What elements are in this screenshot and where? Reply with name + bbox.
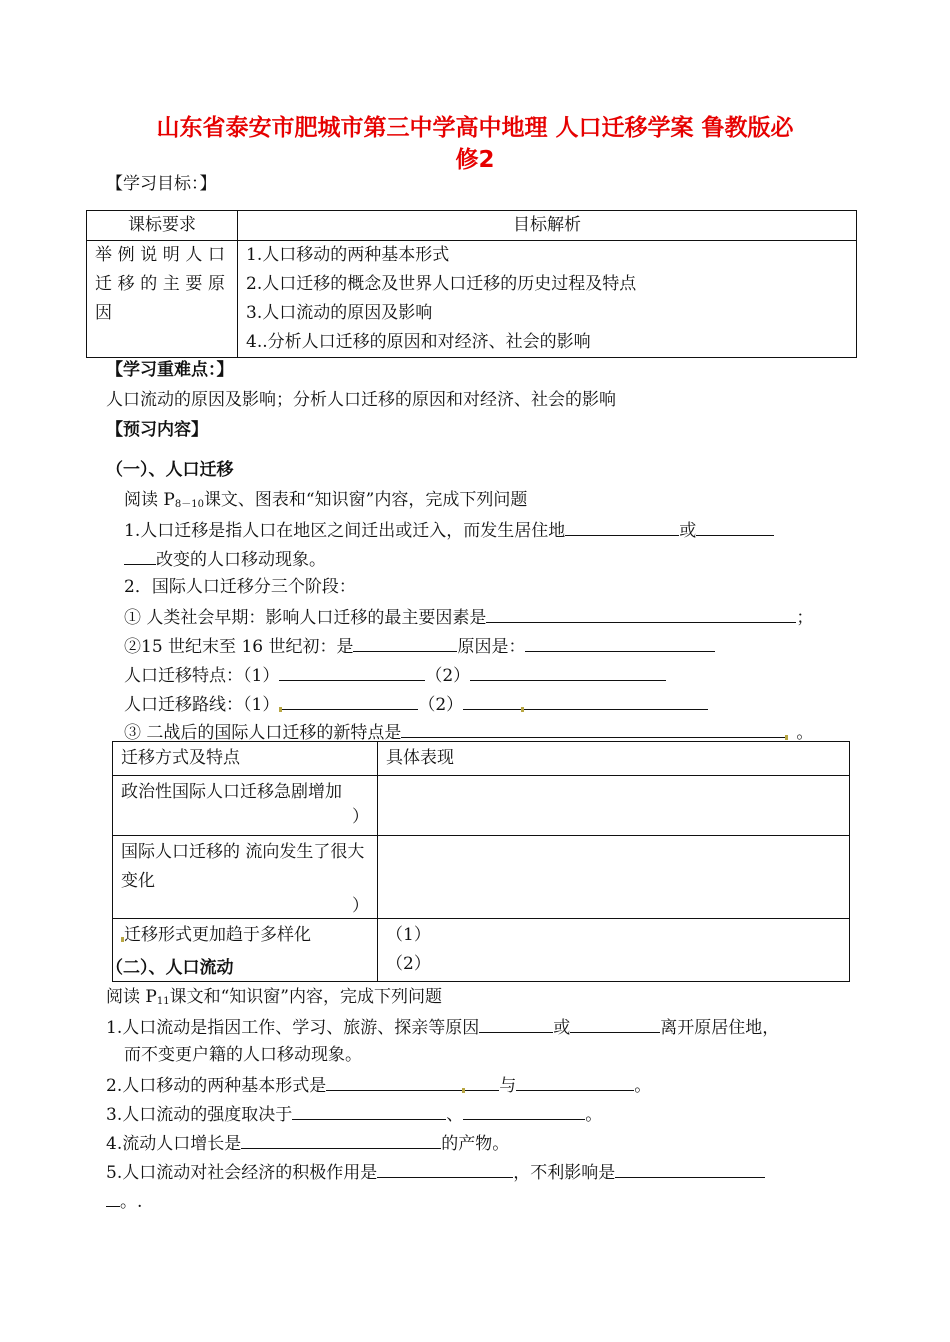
s2-q5-blank-2[interactable] [615,1159,765,1178]
preview-header: 【预习内容】 [106,420,208,440]
s1-q1-text: 1.人口迁移是指人口在地区之间迁出或迁入，而发生居住地 [124,521,566,541]
s1-features [124,662,666,688]
postwar-row-1-paren: ） [352,807,369,827]
requirement-line: 举例说明人口 [95,245,225,265]
goal-item: 3.人口流动的原因及影响 [246,303,433,323]
s1-q1-or: 或 [679,521,697,541]
s2-q1-blank-2[interactable] [570,1014,660,1033]
postwar-row-3-answer[interactable] [378,919,850,982]
postwar-row-3-item-1: （1） [386,925,431,945]
section1-heading: （一）、人口迁移 [106,460,234,480]
s1-routes [124,691,708,717]
s1-q2: 2．国际人口迁移分三个阶段： [124,577,356,597]
title-line-2: 修2 [455,147,495,173]
postwar-row-1-answer[interactable] [378,776,850,836]
postwar-row-1-text: 政治性国际人口迁移急剧增加 [121,782,342,802]
intro-post: 课文和“知识窗”内容，完成下列问题 [169,987,442,1007]
routes-blank-2b[interactable] [524,691,708,710]
s1-q2-2-blank-2[interactable] [525,633,715,652]
features-label: 人口迁移特点：（1） [124,666,280,686]
s1-q2-2-blank-1[interactable] [353,633,457,652]
section2-heading: （二）、人口流动 [106,958,234,978]
postwar-header-col2: 具体表现 [378,742,850,776]
goals-col2-header: 目标解析 [238,211,857,241]
goals-col1-header: 课标要求 [87,211,238,241]
s2-q4-blank[interactable] [241,1130,441,1149]
features-blank-2[interactable] [470,662,666,681]
s2-q2-blank-1a[interactable] [326,1072,462,1091]
s2-q3 [106,1101,602,1127]
intro-page-number: 11 [156,996,170,1007]
goals-header: 【学习目标：】 [106,174,217,194]
speck-mark [785,735,788,740]
goals-requirement-cell [87,241,238,358]
postwar-header-col1: 迁移方式及特点 [113,742,378,776]
s1-q2-3-blank[interactable] [401,719,785,738]
key-points-header: 【学习重难点：】 [106,360,234,380]
s2-q3-end: 。 [585,1105,603,1125]
s1-q2-2-reason: 原因是： [457,637,526,657]
s1-q2-2-text: ②15 世纪末至 16 世纪初：是 [124,637,354,657]
postwar-row-3-item-2: （2） [386,954,431,974]
s2-q5-text: 5.人口流动对社会经济的积极作用是 [106,1163,378,1183]
s2-q5-blank-2-cont[interactable] [106,1188,120,1207]
s2-q5-line1 [106,1159,765,1185]
s2-q3-text: 3.人口流动的强度取决于 [106,1105,293,1125]
s2-q5-line2 [106,1188,142,1214]
goals-table [86,210,857,358]
s1-q1-text-2: 改变的人口移动现象。 [156,550,326,570]
goal-item: 2.人口迁移的概念及世界人口迁移的历史过程及特点 [246,274,637,294]
s2-q3-sep: 、 [446,1105,464,1125]
s1-q1-blank-2[interactable] [696,517,774,536]
s2-q1-blank-1[interactable] [479,1014,553,1033]
postwar-row-3-text: 迁移形式更加趋于多样化 [124,925,311,945]
s2-q5-blank-1[interactable] [377,1159,513,1178]
s2-q4 [106,1130,509,1156]
routes-label: 人口迁移路线：（1） [124,695,280,715]
s2-q2-and: 与 [499,1076,517,1096]
intro-page-range: 8－10 [174,499,204,510]
routes-blank-2a[interactable] [463,691,521,710]
s1-q2-3-text: ③ 二战后的国际人口迁移的新特点是 [124,723,402,743]
requirement-line: 因 [95,303,112,323]
postwar-migration-table [112,741,850,982]
routes-blank-1[interactable] [282,691,418,710]
s2-q4-text-2: 的产物。 [441,1134,510,1154]
s2-q1-text: 1.人口流动是指因工作、学习、旅游、探亲等原因 [106,1018,480,1038]
s2-q2 [106,1072,651,1098]
key-points-text: 人口流动的原因及影响；分析人口迁移的原因和对经济、社会的影响 [106,390,616,410]
requirement-line: 迁移的主要原 [95,274,225,294]
s1-q1-blank-2-cont[interactable] [124,546,156,565]
s1-q2-1 [124,604,813,630]
intro-pre: 阅读 P [106,987,157,1007]
routes-2-label: （2） [418,695,464,715]
s2-q5-mid: ，不利影响是 [513,1163,616,1183]
s1-q1-blank-1[interactable] [565,517,679,536]
title-line-1: 山东省泰安市肥城市第三中学高中地理 人口迁移学案 鲁教版必 [156,115,794,141]
document-title [90,112,860,176]
postwar-row-2-paren: ） [352,896,369,916]
s2-q2-end: 。 [634,1076,652,1096]
s2-q1-or: 或 [553,1018,571,1038]
s2-q3-blank-1[interactable] [292,1101,446,1120]
section1-intro [124,488,527,517]
goal-item: 4..分析人口迁移的原因和对经济、社会的影响 [246,332,591,352]
s2-q2-text: 2.人口移动的两种基本形式是 [106,1076,327,1096]
s1-q2-2 [124,633,715,659]
postwar-row-2-answer[interactable] [378,836,850,919]
s1-q2-1-end: ； [796,608,814,628]
features-blank-1[interactable] [279,662,425,681]
s2-q3-blank-2[interactable] [463,1101,585,1120]
section2-intro [106,985,442,1014]
goal-item: 1.人口移动的两种基本形式 [246,245,450,265]
postwar-row-1-label [113,776,378,836]
s2-q1-text-2: 离开原居住地， [660,1018,780,1038]
s2-q2-blank-2[interactable] [516,1072,634,1091]
s2-q5-end: 。. [120,1192,143,1212]
intro-pre: 阅读 P [124,490,175,510]
s1-q1-line2 [124,546,326,572]
s2-q4-text: 4.流动人口增长是 [106,1134,242,1154]
s1-q2-1-blank[interactable] [486,604,796,623]
s1-q2-3-end: 。 [796,723,814,743]
s1-q1-line1 [124,517,774,543]
postwar-row-2-label [113,836,378,919]
intro-post: 课文、图表和“知识窗”内容，完成下列问题 [203,490,528,510]
postwar-row-2-text: 国际人口迁移的 流向发生了很大变化 [121,842,365,891]
s2-q1-line2: 而不变更户籍的人口移动现象。 [124,1045,362,1065]
s2-q2-blank-1b[interactable] [465,1072,499,1091]
s2-q1-line1 [106,1014,779,1040]
goals-items-cell [238,241,857,358]
s1-q2-1-text: ① 人类社会早期：影响人口迁移的最主要因素是 [124,608,487,628]
features-2-label: （2） [425,666,471,686]
